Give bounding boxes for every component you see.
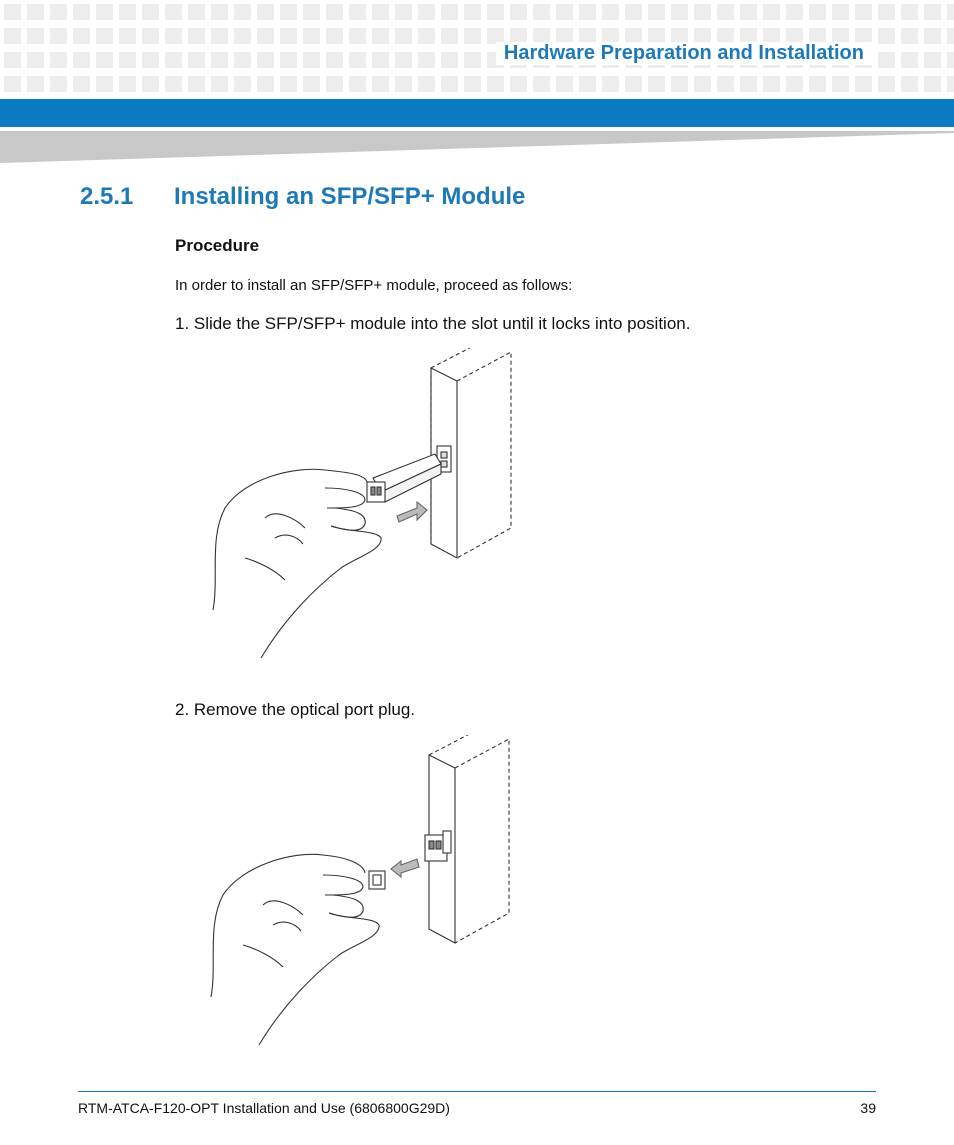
header-tile xyxy=(510,4,527,20)
header-tile xyxy=(717,76,734,92)
procedure-heading: Procedure xyxy=(175,236,260,255)
header-tile xyxy=(740,76,757,92)
header-tile xyxy=(878,52,895,68)
header-tile xyxy=(257,76,274,92)
header-tile xyxy=(418,28,435,44)
header-tile xyxy=(4,28,21,44)
procedure-step-2: 2. Remove the optical port plug. xyxy=(175,700,416,719)
header-tile xyxy=(50,52,67,68)
header-tile xyxy=(924,76,941,92)
header-tile xyxy=(27,76,44,92)
header-tile xyxy=(418,4,435,20)
header-tile xyxy=(372,52,389,68)
header-tile xyxy=(211,4,228,20)
header-tile xyxy=(142,76,159,92)
header-tile xyxy=(395,4,412,20)
header-tile xyxy=(855,4,872,20)
header-tile xyxy=(211,28,228,44)
header-tile xyxy=(211,52,228,68)
header-tile xyxy=(372,28,389,44)
header-tile xyxy=(924,4,941,20)
header-tile xyxy=(349,28,366,44)
header-tile xyxy=(947,4,954,20)
header-tile xyxy=(464,4,481,20)
header-tile xyxy=(648,4,665,20)
header-tile xyxy=(142,52,159,68)
header-tile xyxy=(372,76,389,92)
section-number: 2.5.1 xyxy=(80,183,134,210)
header-tile xyxy=(602,4,619,20)
header-tile xyxy=(901,4,918,20)
header-tile xyxy=(855,76,872,92)
running-header-title: Hardware Preparation and Installation xyxy=(496,42,872,65)
header-tile xyxy=(786,4,803,20)
header-tile xyxy=(119,28,136,44)
header-tile xyxy=(27,4,44,20)
header-tile xyxy=(326,52,343,68)
header-tile xyxy=(464,28,481,44)
footer-document-title: RTM-ATCA-F120-OPT Installation and Use (6806800G29D) xyxy=(78,1100,450,1116)
header-tile xyxy=(257,52,274,68)
header-tile xyxy=(809,4,826,20)
header-tile xyxy=(832,76,849,92)
header-tile xyxy=(165,4,182,20)
header-tile xyxy=(510,76,527,92)
header-tile xyxy=(165,52,182,68)
header-tile xyxy=(464,76,481,92)
header-tile xyxy=(349,52,366,68)
header-tile xyxy=(832,4,849,20)
header-tile xyxy=(625,76,642,92)
header-tile xyxy=(96,28,113,44)
header-tile xyxy=(418,76,435,92)
header-tile xyxy=(648,76,665,92)
header-tile xyxy=(763,76,780,92)
header-tile xyxy=(349,76,366,92)
header-tile xyxy=(73,28,90,44)
section-heading xyxy=(80,183,525,211)
footer-page-number: 39 xyxy=(860,1100,876,1116)
header-tile xyxy=(234,76,251,92)
header-tile xyxy=(602,76,619,92)
header-tile xyxy=(27,52,44,68)
hand-inserting-sfp-illustration xyxy=(205,348,525,660)
header-tile xyxy=(280,52,297,68)
header-tile xyxy=(142,28,159,44)
header-tile xyxy=(73,52,90,68)
header-tile xyxy=(280,28,297,44)
header-tile xyxy=(280,4,297,20)
header-tile xyxy=(418,52,435,68)
header-tile xyxy=(579,4,596,20)
header-tile xyxy=(533,4,550,20)
procedure-intro: In order to install an SFP/SFP+ module, proceed as follows: xyxy=(175,277,573,294)
header-tile xyxy=(303,28,320,44)
header-tile xyxy=(188,4,205,20)
header-tile xyxy=(579,76,596,92)
header-tile xyxy=(878,4,895,20)
header-tile xyxy=(395,52,412,68)
header-tile xyxy=(119,4,136,20)
header-tile xyxy=(96,76,113,92)
header-tile xyxy=(740,4,757,20)
header-tile xyxy=(395,28,412,44)
header-tile xyxy=(947,52,954,68)
header-tile xyxy=(441,76,458,92)
header-tile xyxy=(441,28,458,44)
header-tile xyxy=(763,4,780,20)
header-tile xyxy=(211,76,228,92)
header-tile xyxy=(372,4,389,20)
header-tile xyxy=(395,76,412,92)
header-tile xyxy=(809,76,826,92)
header-tile xyxy=(625,4,642,20)
header-tile xyxy=(671,4,688,20)
hand-removing-port-plug-illustration xyxy=(205,735,525,1047)
header-tile xyxy=(349,4,366,20)
header-tile xyxy=(487,76,504,92)
header-tile xyxy=(947,76,954,92)
header-tile xyxy=(4,4,21,20)
header-tile xyxy=(671,76,688,92)
header-tile xyxy=(165,28,182,44)
header-tile xyxy=(73,76,90,92)
header-tile xyxy=(717,4,734,20)
header-tile xyxy=(257,4,274,20)
header-tile xyxy=(487,4,504,20)
header-tile xyxy=(188,76,205,92)
header-tile xyxy=(924,28,941,44)
header-tile xyxy=(694,4,711,20)
header-tile xyxy=(142,4,159,20)
header-tile xyxy=(441,52,458,68)
header-grey-wedge xyxy=(0,131,954,163)
header-tile xyxy=(326,76,343,92)
header-tile xyxy=(303,4,320,20)
header-tile xyxy=(119,52,136,68)
header-tile xyxy=(786,76,803,92)
header-tile xyxy=(303,76,320,92)
header-tile xyxy=(4,76,21,92)
header-tile xyxy=(441,4,458,20)
header-tile xyxy=(878,76,895,92)
header-tile xyxy=(50,28,67,44)
header-tile xyxy=(326,4,343,20)
header-tile xyxy=(50,76,67,92)
header-tile xyxy=(924,52,941,68)
header-tile xyxy=(27,28,44,44)
procedure-step-1: 1. Slide the SFP/SFP+ module into the slot until it locks into position. xyxy=(175,314,691,333)
header-tile xyxy=(694,76,711,92)
header-tile xyxy=(234,4,251,20)
header-tile xyxy=(901,52,918,68)
header-tile xyxy=(234,28,251,44)
header-tile xyxy=(50,4,67,20)
header-tile xyxy=(901,76,918,92)
header-tile xyxy=(188,52,205,68)
header-tile xyxy=(4,52,21,68)
header-tile xyxy=(165,76,182,92)
header-tile xyxy=(234,52,251,68)
header-tile xyxy=(533,76,550,92)
header-tile xyxy=(556,4,573,20)
header-tile xyxy=(326,28,343,44)
section-title: Installing an SFP/SFP+ Module xyxy=(174,183,526,210)
header-tile xyxy=(257,28,274,44)
header-tile xyxy=(119,76,136,92)
header-tile xyxy=(96,4,113,20)
header-tile xyxy=(188,28,205,44)
header-tile xyxy=(464,52,481,68)
header-blue-bar xyxy=(0,99,954,127)
header-tile xyxy=(556,76,573,92)
footer-rule xyxy=(78,1091,876,1092)
header-tile xyxy=(878,28,895,44)
header-tile xyxy=(96,52,113,68)
header-tile xyxy=(303,52,320,68)
header-tile xyxy=(947,28,954,44)
header-tile xyxy=(73,4,90,20)
header-tile xyxy=(280,76,297,92)
header-tile xyxy=(901,28,918,44)
